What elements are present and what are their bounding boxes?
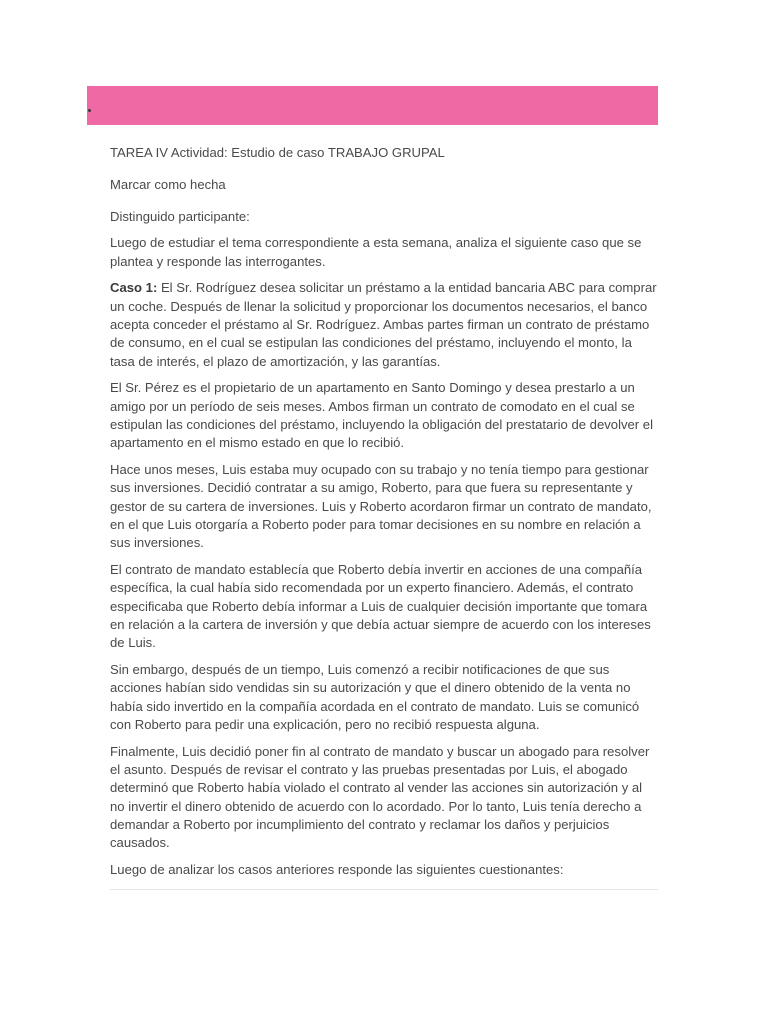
greeting-text: Distinguido participante:: [110, 208, 250, 224]
case1-text: El Sr. Rodríguez desea solicitar un préstamo a la entidad bancaria ABC para comprar un coche. Después de llenar la solicitud y proporcionar los documentos necesarios, el banco acepta conceder el préstamo al Sr. Rodríguez. Ambas partes firman un contrato de préstamo de consumo, en el cual se estipulan las condiciones del préstamo, incluyendo el monto, la tasa de interés, el plazo de amortización, y las garantías.: [110, 280, 657, 369]
assignment-title: TAREA IV Actividad: Estudio de caso TRABAJO GRUPAL: [110, 145, 445, 160]
divider: [110, 889, 658, 890]
bullet-dot: [88, 109, 91, 112]
mark-done-link[interactable]: Marcar como hecha: [110, 176, 226, 192]
case1-label: Caso 1:: [110, 280, 158, 296]
case1-paragraph: [110, 279, 658, 370]
paragraph-comodato: El Sr. Pérez es el propietario de un apartamento en Santo Domingo y desea prestarlo a un amigo por un período de seis meses. Ambos firman un contrato de comodato en el cual se estipulan las condiciones del préstamo, incluyendo la obligación del prestatario de devolver el apartamento en el mismo estado en que lo recibió.: [110, 380, 653, 451]
paragraph-mandato-intro: Hace unos meses, Luis estaba muy ocupado con su trabajo y no tenía tiempo para gestionar sus inversiones. Decidió contratar a su amigo, Roberto, para que fuera su representante y gestor de su cartera de inversiones. Luis y Roberto acordaron firmar un contrato de mandato, en el que Luis otorgaría a Roberto poder para tomar decisiones en su nombre en relación a sus inversiones.: [110, 462, 652, 551]
paragraph-breach: Sin embargo, después de un tiempo, Luis comenzó a recibir notificaciones de que sus acciones habían sido vendidas sin su autorización y que el dinero obtenido de la venta no había sido invertido en la compañía acordada en el contrato de mandato. Luis se comunicó con Roberto para pedir una explicación, pero no recibió respuesta alguna.: [110, 662, 640, 733]
paragraph-mandato-terms: El contrato de mandato establecía que Roberto debía invertir en acciones de una compañía específica, la cual había sido recomendada por un experto financiero. Además, el contrato especificaba que Roberto debía informar a Luis de cualquier decisión importante que tomara en relación a la cartera de inversión y que debía actuar siempre de acuerdo con los intereses de Luis.: [110, 562, 651, 651]
header-banner: [87, 86, 658, 125]
closing-paragraph: Luego de analizar los casos anteriores responde las siguientes cuestionantes:: [110, 862, 564, 878]
paragraph-resolution: Finalmente, Luis decidió poner fin al contrato de mandato y buscar un abogado para resolver el asunto. Después de revisar el contrato y las pruebas presentadas por Luis, el abogado determinó que Roberto había violado el contrato al vender las acciones sin autorización y al no invertir el dinero obtenido de acuerdo con lo acordado. Por lo tanto, Luis tenía derecho a demandar a Roberto por incumplimiento del contrato y reclamar los daños y perjuicios causados.: [110, 743, 650, 851]
intro-paragraph: Luego de estudiar el tema correspondiente a esta semana, analiza el siguiente caso que se plantea y responde las interrogantes.: [110, 235, 642, 269]
document-body: [110, 144, 658, 888]
